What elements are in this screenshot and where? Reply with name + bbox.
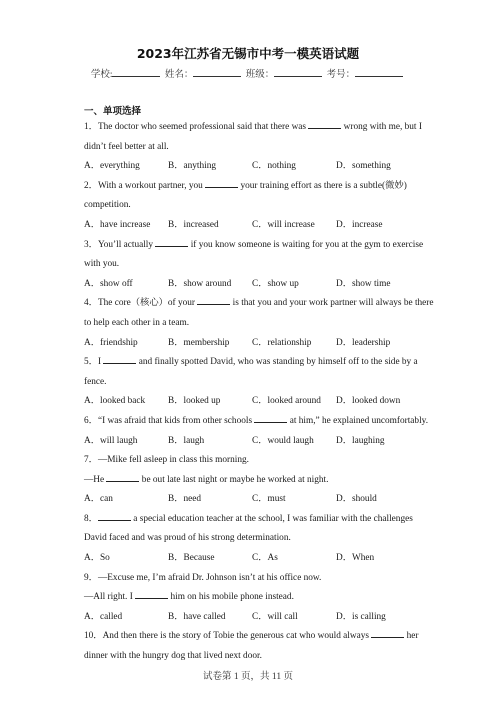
answer-option[interactable]: D．is calling bbox=[336, 611, 386, 622]
name-field[interactable] bbox=[165, 66, 244, 80]
answer-options bbox=[84, 392, 420, 412]
exam-number-label: 考号： bbox=[326, 70, 356, 80]
answer-option[interactable]: B．increased bbox=[168, 219, 219, 230]
answer-option[interactable]: A．looked back bbox=[84, 396, 146, 407]
answer-blank[interactable] bbox=[371, 628, 404, 638]
answer-option[interactable]: C．nothing bbox=[252, 161, 296, 172]
question-line bbox=[84, 236, 424, 256]
question bbox=[84, 353, 420, 412]
question-text: didn’t feel better at all. bbox=[84, 141, 169, 152]
question-line bbox=[84, 294, 434, 314]
question-line bbox=[84, 569, 420, 589]
answer-options bbox=[84, 334, 420, 354]
question-text: if you know someone is waiting for you at the gym to exercise bbox=[188, 239, 424, 250]
question-line bbox=[84, 373, 420, 393]
question bbox=[84, 177, 420, 236]
question bbox=[84, 236, 424, 295]
question-line bbox=[84, 588, 420, 608]
question-line bbox=[84, 471, 420, 491]
school-blank[interactable] bbox=[112, 68, 160, 77]
question-text: your training effort as there is a subtle(微妙) bbox=[238, 180, 407, 191]
answer-option[interactable]: A．everything bbox=[84, 161, 140, 172]
question-text: is that you and your work partner will always be there bbox=[230, 298, 434, 309]
answer-blank[interactable] bbox=[103, 354, 136, 364]
name-blank[interactable] bbox=[193, 68, 241, 77]
answer-option[interactable]: D．should bbox=[336, 494, 377, 505]
school-label: 学校: bbox=[90, 70, 113, 80]
answer-options bbox=[84, 157, 420, 177]
question-text: 9．—Excuse me, I’m afraid Dr. Johnson isn’t at his office now. bbox=[84, 572, 322, 583]
question-line bbox=[84, 138, 420, 158]
answer-option[interactable]: D．increase bbox=[336, 219, 383, 230]
question-text: David faced and was proud of his strong determination. bbox=[84, 533, 291, 544]
answer-blank[interactable] bbox=[155, 237, 188, 247]
question-line bbox=[84, 353, 420, 373]
question-line bbox=[84, 314, 420, 334]
answer-blank[interactable] bbox=[135, 589, 168, 599]
answer-blank[interactable] bbox=[106, 472, 139, 482]
question-text: her bbox=[404, 631, 419, 642]
answer-option[interactable]: A．have increase bbox=[84, 219, 151, 230]
answer-blank[interactable] bbox=[197, 295, 230, 305]
page-footer: 试卷第 1 页，共 11 页 bbox=[203, 672, 293, 682]
answer-options bbox=[84, 490, 420, 510]
exam-number-field[interactable] bbox=[327, 66, 406, 80]
answer-option[interactable]: D．looked down bbox=[336, 396, 401, 407]
answer-option[interactable]: A．can bbox=[84, 494, 113, 505]
question-line bbox=[84, 177, 420, 197]
answer-option[interactable]: A．show off bbox=[84, 278, 133, 289]
answer-option[interactable]: A．friendship bbox=[84, 337, 138, 348]
answer-option[interactable]: A．So bbox=[84, 553, 110, 564]
answer-option[interactable]: C．show up bbox=[252, 278, 299, 289]
name-label: 姓名： bbox=[164, 70, 194, 80]
answer-option[interactable]: C．will call bbox=[252, 611, 298, 622]
answer-blank[interactable] bbox=[205, 178, 238, 188]
question-line bbox=[84, 196, 420, 216]
question-text: —All right. I bbox=[84, 592, 136, 603]
answer-blank[interactable] bbox=[254, 413, 287, 423]
answer-option[interactable]: D．show time bbox=[336, 278, 391, 289]
school-field[interactable] bbox=[91, 66, 163, 80]
question-text: 4．The core（核心）of your bbox=[84, 298, 198, 309]
question-text: 3．You’ll actually bbox=[84, 239, 156, 250]
question-line bbox=[84, 510, 420, 530]
answer-option[interactable]: B．show around bbox=[168, 278, 232, 289]
question bbox=[84, 294, 434, 353]
answer-options bbox=[84, 432, 420, 452]
question-text: 1．The doctor who seemed professional said that there was bbox=[84, 122, 309, 132]
student-info-row bbox=[0, 66, 496, 80]
question-text: wrong with me, but I bbox=[341, 122, 422, 132]
answer-option[interactable]: B．anything bbox=[168, 161, 217, 172]
question bbox=[84, 412, 429, 451]
answer-option[interactable]: B．membership bbox=[168, 337, 230, 348]
question bbox=[84, 569, 420, 628]
question-line bbox=[84, 412, 429, 432]
question bbox=[84, 118, 420, 177]
answer-options bbox=[84, 275, 420, 295]
answer-options bbox=[84, 549, 420, 569]
answer-option[interactable]: C．would laugh bbox=[252, 435, 314, 446]
answer-option[interactable]: D．leadership bbox=[336, 337, 391, 348]
question bbox=[84, 451, 420, 510]
question bbox=[84, 510, 420, 569]
exam-number-blank[interactable] bbox=[355, 68, 403, 77]
question bbox=[84, 627, 420, 666]
question-line bbox=[84, 255, 420, 275]
question-text: 6．“I was afraid that kids from other schools bbox=[84, 415, 255, 426]
question-line bbox=[84, 118, 420, 138]
class-blank[interactable] bbox=[274, 68, 322, 77]
question-text: him on his mobile phone instead. bbox=[168, 592, 294, 603]
answer-option[interactable]: B．have called bbox=[168, 611, 226, 622]
question-text: fence. bbox=[84, 376, 107, 387]
question-text: dinner with the hungry dog that lived next door. bbox=[84, 651, 262, 662]
question-text: with you. bbox=[84, 259, 120, 270]
question-list bbox=[84, 118, 434, 667]
question-text: to help each other in a team. bbox=[84, 317, 190, 328]
question-text: —He bbox=[84, 474, 107, 485]
class-field[interactable] bbox=[246, 66, 325, 80]
answer-option[interactable]: C．will increase bbox=[252, 219, 315, 230]
answer-option[interactable]: B．Because bbox=[168, 553, 215, 564]
question-text: competition. bbox=[84, 200, 131, 211]
question-text: 10．And then there is the story of Tobie the generous cat who would always bbox=[84, 631, 372, 642]
question-text: a special education teacher at the school, I was familiar with the challenges bbox=[130, 513, 413, 524]
question-line bbox=[84, 451, 420, 471]
answer-blank[interactable] bbox=[98, 511, 131, 521]
question-text: 7．—Mike fell asleep in class this morning. bbox=[84, 455, 249, 466]
answer-option[interactable]: B．laugh bbox=[168, 435, 205, 446]
question-line bbox=[84, 647, 420, 667]
answer-option[interactable]: D．something bbox=[336, 161, 391, 172]
section-title: 一、单项选择 bbox=[84, 106, 142, 117]
answer-option[interactable]: B．need bbox=[168, 494, 202, 505]
question-line bbox=[84, 529, 420, 549]
question-text: 2．With a workout partner, you bbox=[84, 180, 206, 191]
page-title: 2023年江苏省无锡市中考一模英语试题 bbox=[136, 46, 360, 61]
question-text: be out late last night or maybe he worked at night. bbox=[139, 474, 329, 485]
answer-option[interactable]: D．laughing bbox=[336, 435, 385, 446]
answer-option[interactable]: C．As bbox=[252, 553, 278, 564]
answer-option[interactable]: C．must bbox=[252, 494, 286, 505]
answer-option[interactable]: D．When bbox=[336, 553, 375, 564]
answer-option[interactable]: B．looked up bbox=[168, 396, 221, 407]
answer-option[interactable]: C．looked around bbox=[252, 396, 321, 407]
answer-options bbox=[84, 608, 420, 628]
answer-blank[interactable] bbox=[308, 119, 341, 129]
answer-options bbox=[84, 216, 420, 236]
question-text: 8． bbox=[84, 513, 98, 524]
question-text: 5．I bbox=[84, 357, 104, 368]
answer-option[interactable]: A．called bbox=[84, 611, 123, 622]
class-label: 班级： bbox=[245, 70, 275, 80]
question-line bbox=[84, 627, 420, 647]
question-text: at him,” he explained uncomfortably. bbox=[287, 415, 429, 426]
answer-option[interactable]: A．will laugh bbox=[84, 435, 138, 446]
question-text: and finally spotted David, who was standing by himself off to the side by a bbox=[136, 357, 418, 368]
answer-option[interactable]: C．relationship bbox=[252, 337, 312, 348]
